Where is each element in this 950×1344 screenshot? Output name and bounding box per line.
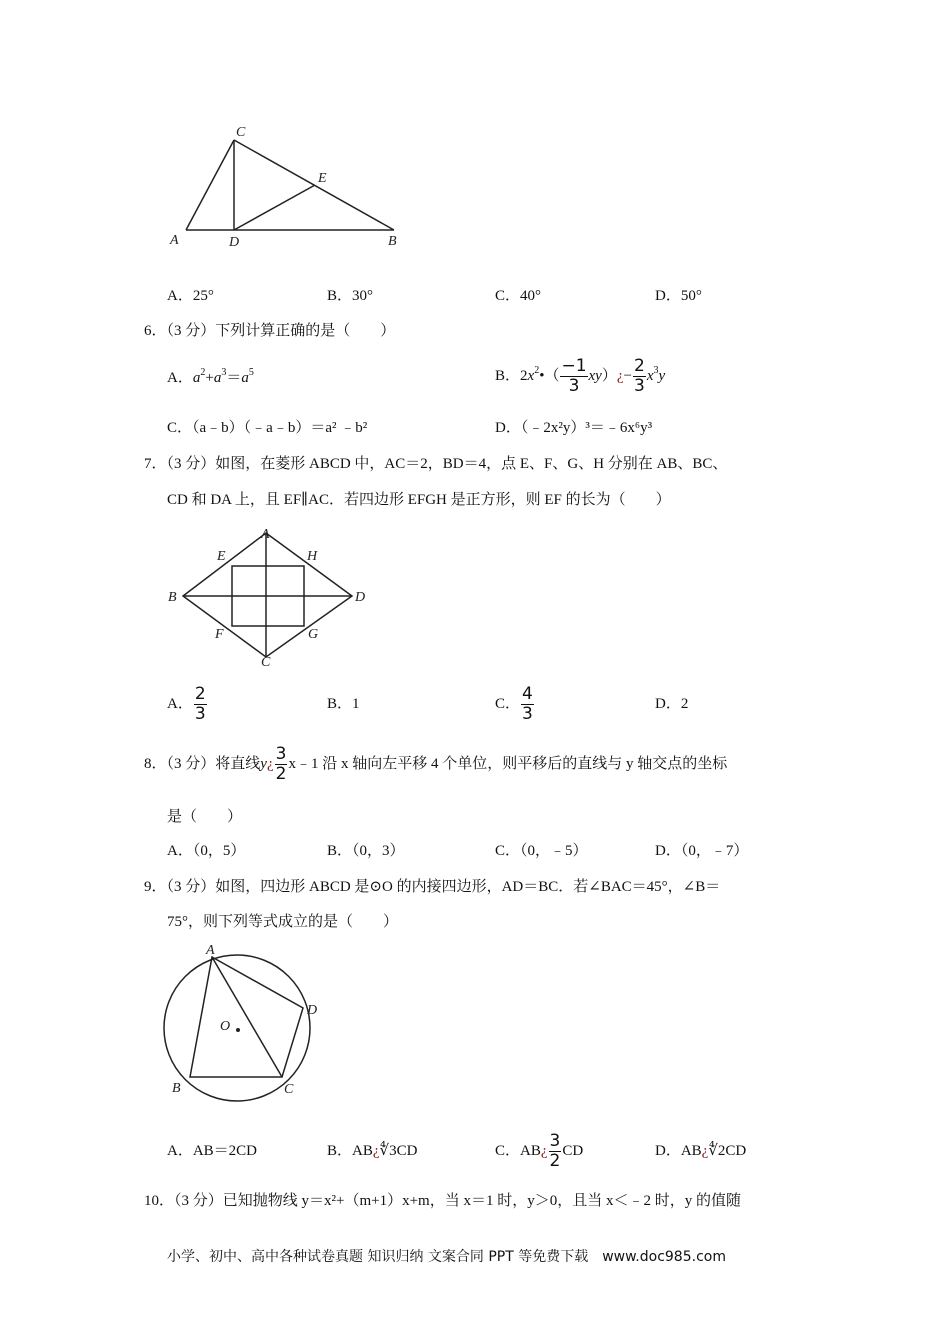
label-b: B: [168, 590, 177, 605]
label-c: C: [261, 655, 271, 670]
q8-option-a: A．（0，5）: [167, 843, 246, 859]
label-b: B: [172, 1081, 181, 1096]
q6-stem: 6．（3 分）下列计算正确的是（ ）: [144, 323, 396, 339]
circle-figure: [164, 955, 310, 1101]
label-d: D: [355, 590, 366, 605]
q9-option-c: C．AB¿ $\frac{3}{2}$ CD: [495, 1131, 584, 1172]
q7-stem-line1: 7．（3 分）如图，在菱形 ABCD 中，AC＝2，BD＝4，点 E、F、G、H 分别在 AB、BC、: [144, 456, 728, 472]
q9-stem-line2: 75°，则下列等式成立的是（ ）: [167, 914, 399, 930]
label-a: A: [170, 233, 179, 248]
q5-option-a: A．25°: [167, 288, 214, 304]
q7-option-a: A． $\frac{2}{3}$: [167, 684, 206, 725]
q8-option-c: C．（0，﹣5）: [495, 843, 588, 859]
q8-stem-line2: 是（ ）: [167, 809, 243, 825]
q6-option-a: A．$a^2+a^3=a^5$: [167, 367, 254, 386]
q10-stem-line1: 10．（3 分）已知抛物线 y＝x²+（m+1）x+m，当 x＝1 时，y＞0，且当 x＜﹣2 时，y 的值随: [144, 1193, 741, 1209]
triangle-figure: [186, 140, 394, 230]
q9-option-d: D．AB¿∜2CD: [655, 1143, 747, 1159]
q6-option-c: C．（a﹣b）（﹣a﹣b）＝a² ﹣b²: [167, 420, 368, 436]
q5-option-d: D．50°: [655, 288, 702, 304]
q6-option-b: B．$2x^2•$（ $\frac{-1}{3}$ xy）¿− $\frac{2}{3}$ $x^3y$: [495, 356, 666, 397]
q8-option-d: D．（0，﹣7）: [655, 843, 749, 859]
label-e: E: [217, 549, 226, 564]
label-b: B: [388, 234, 397, 249]
q7-option-d: D．2: [655, 696, 689, 712]
label-a: A: [206, 943, 215, 958]
label-a: A: [261, 527, 270, 542]
q5-option-c: C．40°: [495, 288, 542, 304]
label-g: G: [308, 627, 319, 642]
label-o: O: [220, 1019, 231, 1034]
q7-stem-line2: CD 和 DA 上，且 EF∥AC．若四边形 EFGH 是正方形，则 EF 的长为（ ）: [167, 492, 671, 508]
q9-stem-line1: 9．（3 分）如图，四边形 ABCD 是⊙O 的内接四边形，AD＝BC．若∠BAC＝45°，∠B＝: [144, 879, 721, 895]
q7-option-c: C． $\frac{4}{3}$: [495, 684, 533, 725]
rhombus-figure: [183, 533, 352, 657]
q8-stem-line1: 8．（3 分）将直线y¿ $\frac{3}{2}$ x﹣1 沿 x 轴向左平移 4 个单位，则平移后的直线与 y 轴交点的坐标: [144, 744, 728, 785]
q6-option-d: D．（﹣2x²y）³＝﹣6x⁶y³: [495, 420, 653, 436]
label-c: C: [236, 125, 246, 140]
q9-option-b: B．AB¿∜3CD: [327, 1143, 418, 1159]
q7-option-b: B．1: [327, 696, 360, 712]
footer-text: 小学、初中、高中各种试卷真题 知识归纳 文案合同 PPT 等免费下载 www.doc985.com: [167, 1249, 726, 1265]
label-c: C: [284, 1082, 294, 1097]
label-d: D: [229, 235, 240, 250]
label-d: D: [307, 1003, 318, 1018]
label-h: H: [307, 549, 318, 564]
label-e: E: [318, 171, 327, 186]
label-f: F: [215, 627, 224, 642]
q5-option-b: B．30°: [327, 288, 374, 304]
q9-option-a: A．AB＝2CD: [167, 1143, 258, 1159]
q8-option-b: B．（0，3）: [327, 843, 405, 859]
